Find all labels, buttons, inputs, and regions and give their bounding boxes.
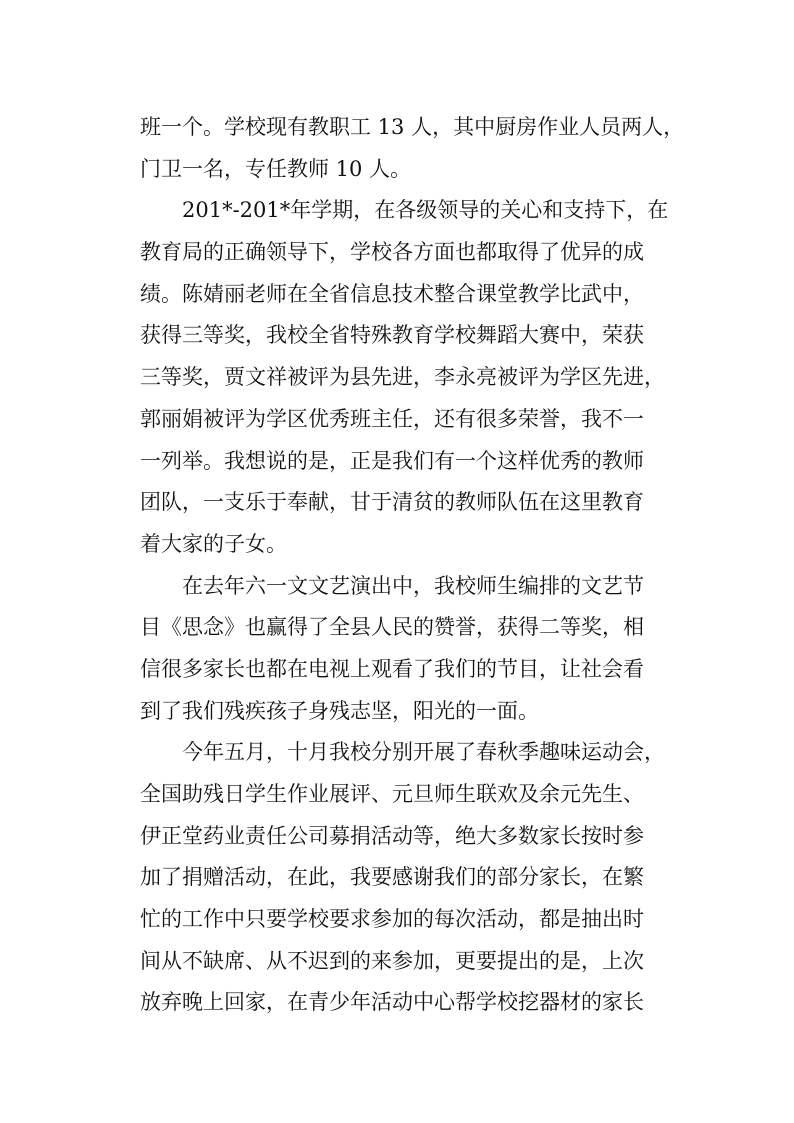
text-line: 目《思念》也赢得了全县人民的赞誉，获得二等奖，相	[140, 615, 644, 640]
text-line: 加了捐赠活动，在此，我要感谢我们的部分家长，在繁	[140, 865, 644, 890]
text-line: 今年五月，十月我校分别开展了春秋季趣味运动会，	[182, 740, 665, 765]
text-line: 一列举。我想说的是，正是我们有一个这样优秀的教师	[140, 448, 644, 473]
text-line: 三等奖，贾文祥被评为县先进，李永亮被评为学区先进，	[140, 365, 665, 390]
text-line: 教育局的正确领导下，学校各方面也都取得了优异的成	[140, 240, 644, 265]
text-line: 团队，一支乐于奉献，甘于清贫的教师队伍在这里教育	[140, 490, 644, 515]
text-line: 间从不缺席、从不迟到的来参加，更要提出的是，上次	[140, 948, 644, 973]
body-text	[140, 107, 685, 1024]
text-line: 着大家的子女。	[140, 531, 287, 556]
text-line: 全国助残日学生作业展评、元旦师生联欢及余元先生、	[140, 782, 644, 806]
text-line: 获得三等奖，我校全省特殊教育学校舞蹈大赛中，荣获	[140, 323, 644, 348]
text-line: 绩。陈婧丽老师在全省信息技术整合课堂教学比武中，	[140, 281, 644, 306]
text-line: 201*-201*年学期，在各级领导的关心和支持下，在	[182, 198, 669, 223]
text-line: 在去年六一文文艺演出中，我校师生编排的文艺节	[182, 573, 644, 598]
text-line: 班一个。学校现有教职工 13 人，其中厨房作业人员两人，	[140, 115, 685, 139]
text-line: 放弃晚上回家，在青少年活动中心帮学校挖器材的家长	[140, 990, 644, 1015]
text-line: 门卫一名，专任教师 10 人。	[140, 156, 412, 181]
text-line: 到了我们残疾孩子身残志坚，阳光的一面。	[140, 698, 539, 723]
text-line: 忙的工作中只要学校要求参加的每次活动，都是抽出时	[140, 907, 644, 932]
text-line: 伊正堂药业责任公司募捐活动等，绝大多数家长按时参	[140, 823, 644, 848]
text-line: 信很多家长也都在电视上观看了我们的节目，让社会看	[140, 656, 644, 681]
text-line: 郭丽娟被评为学区优秀班主任，还有很多荣誉，我不一	[140, 406, 644, 431]
